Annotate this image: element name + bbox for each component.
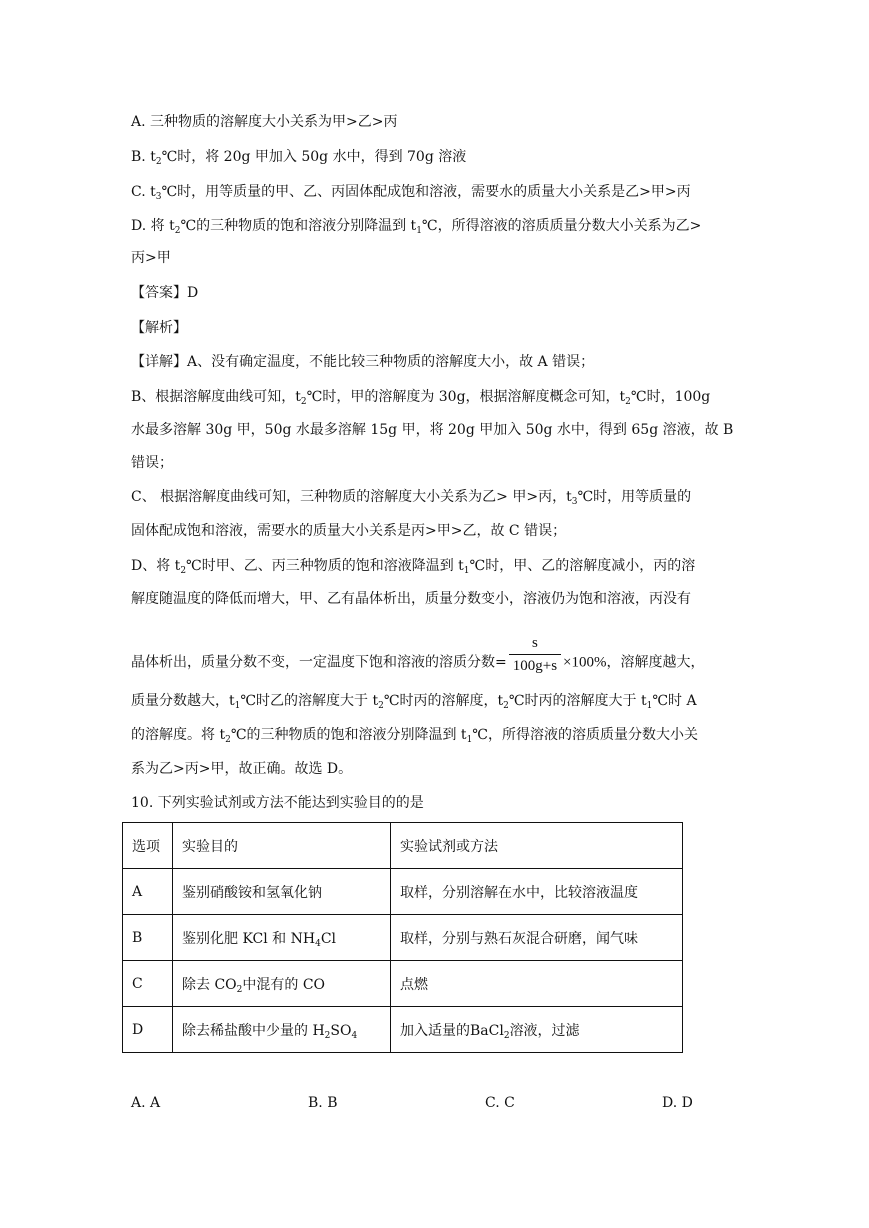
table-row xyxy=(123,869,683,915)
row-purpose: 鉴别硝酸铵和氢氧化钠 xyxy=(173,869,391,915)
text: 中混有的 CO xyxy=(242,976,326,993)
text: D. 将 t xyxy=(131,218,175,234)
text: 除去 CO xyxy=(182,976,237,993)
row-option: B xyxy=(123,915,173,961)
detail-d-line1 xyxy=(131,556,695,576)
fraction-denominator: 100g+s xyxy=(512,658,558,674)
detail-d-line5 xyxy=(131,725,698,745)
row-method xyxy=(391,1007,683,1053)
subscript: 1 xyxy=(466,735,473,745)
detail-d-line2: 解度随温度的降低而增大，甲、乙有晶体析出，质量分数变小，溶液仍为饱和溶液，丙没有 xyxy=(131,591,691,607)
text: 鉴别化肥 KCl 和 NH xyxy=(182,930,316,947)
subscript: 2 xyxy=(625,397,631,407)
text: B、根据溶解度曲线可知，t xyxy=(131,389,301,405)
text: A、没有确定温度，不能比较三种物质的溶解度大小，故 A 错误； xyxy=(187,354,595,370)
text: 质量分数越大，t xyxy=(131,693,235,709)
text: ℃，所得溶液的溶质质量分数大小关系为乙> xyxy=(421,218,702,234)
text: ℃时，甲的溶解度为 30g，根据溶解度概念可知，t xyxy=(306,389,626,405)
subscript: 3 xyxy=(571,497,578,507)
row-method: 取样，分别与熟石灰混合研磨，闻气味 xyxy=(391,915,683,961)
text: Cl xyxy=(320,930,337,947)
text: C. t xyxy=(131,184,156,200)
table-row xyxy=(123,1007,683,1053)
detail-tag: 【详解】 xyxy=(131,354,187,370)
answer-option-d[interactable]: D. D xyxy=(662,1095,693,1111)
fraction-numerator: s xyxy=(509,632,561,655)
subscript: 1 xyxy=(463,566,470,576)
subscript: 1 xyxy=(416,226,422,236)
row-purpose xyxy=(173,915,391,961)
header-purpose: 实验目的 xyxy=(173,823,391,869)
subscript: 2 xyxy=(324,1030,331,1041)
detail-d-line3 xyxy=(131,635,705,685)
detail-c-line2: 固体配成饱和溶液，需要水的质量大小关系是丙>甲>乙，故 C 错误； xyxy=(131,523,567,539)
analysis-heading: 【解析】 xyxy=(131,320,187,336)
experiment-table xyxy=(122,822,683,1053)
detail-b-line1 xyxy=(131,387,710,407)
detail-c-line1 xyxy=(131,487,691,507)
header-method: 实验试剂或方法 xyxy=(391,823,683,869)
option-c xyxy=(131,182,691,202)
answer-option-a[interactable]: A. A xyxy=(131,1095,161,1111)
detail-d-line6: 系为乙>丙>甲，故正确。故选 D。 xyxy=(131,761,353,777)
table-header-row xyxy=(123,823,683,869)
subscript: 2 xyxy=(180,566,187,576)
text: ℃时，用等质量的 xyxy=(577,489,692,505)
subscript: 2 xyxy=(225,735,231,745)
row-option: D xyxy=(123,1007,173,1053)
text: ℃时丙的溶解度，t xyxy=(383,693,504,709)
text: ℃时乙的溶解度大于 t xyxy=(240,693,379,709)
row-option: A xyxy=(123,869,173,915)
subscript: 2 xyxy=(503,1030,510,1041)
text: ℃时，将 20g 甲加入 50g 水中，得到 70g 溶液 xyxy=(161,149,467,165)
row-method: 取样，分别溶解在水中，比较溶液温度 xyxy=(391,869,683,915)
subscript: 2 xyxy=(236,984,243,995)
text: ℃时，100g xyxy=(630,389,711,405)
question-stem: 10. 下列实验试剂或方法不能达到实验目的的是 xyxy=(131,795,424,811)
text: C、 根据溶解度曲线可知，三种物质的溶解度大小关系为乙> 甲>丙，t xyxy=(131,489,572,505)
option-b xyxy=(131,147,466,167)
text: 加入适量的BaCl xyxy=(400,1022,504,1039)
option-d-continued: 丙>甲 xyxy=(131,250,171,266)
text: ℃时甲、乙、丙三种物质的饱和溶液降温到 t xyxy=(186,558,464,574)
text: D、将 t xyxy=(131,558,181,574)
subscript: 4 xyxy=(351,1030,358,1041)
text: ℃时，用等质量的甲、乙、丙固体配成饱和溶液，需要水的质量大小关系是乙>甲>丙 xyxy=(161,184,691,200)
row-purpose xyxy=(173,1007,391,1053)
text: 的溶解度。将 t xyxy=(131,727,226,743)
text: ℃的三种物质的饱和溶液分别降温到 t xyxy=(230,727,467,743)
table-row xyxy=(123,915,683,961)
subscript: 2 xyxy=(300,397,307,407)
text: ℃，所得溶液的溶质质量分数大小关 xyxy=(472,727,698,743)
subscript: 2 xyxy=(503,701,509,711)
option-d xyxy=(131,216,701,236)
solubility-fraction xyxy=(509,632,561,677)
subscript: 2 xyxy=(155,157,162,167)
text: ℃的三种物质的饱和溶液分别降温到 t xyxy=(180,218,417,234)
subscript: 3 xyxy=(155,192,162,202)
row-purpose xyxy=(173,961,391,1007)
subscript: 1 xyxy=(646,701,653,711)
answer-option-b[interactable]: B. B xyxy=(308,1095,338,1111)
detail-b-line2: 水最多溶解 30g 甲，50g 水最多溶解 15g 甲，将 20g 甲加入 50g 水中，得到 65g 溶液，故 B xyxy=(131,422,734,438)
answer-options xyxy=(0,1095,869,1115)
text: ℃时，甲、乙的溶解度减小，丙的溶 xyxy=(469,558,696,574)
text: ℃时丙的溶解度大于 t xyxy=(508,693,647,709)
subscript: 2 xyxy=(174,226,181,236)
text: 晶体析出，质量分数不变，一定温度下饱和溶液的溶质分数= xyxy=(131,654,507,671)
percent-factor: ×100% xyxy=(563,654,607,671)
option-a: A. 三种物质的溶解度大小关系为甲>乙>丙 xyxy=(131,114,398,130)
header-option: 选项 xyxy=(123,823,173,869)
answer-line: 【答案】D xyxy=(131,285,199,301)
answer-option-c[interactable]: C. C xyxy=(485,1095,515,1111)
text: SO xyxy=(330,1022,352,1039)
subscript: 4 xyxy=(315,938,321,949)
text: 溶液，过滤 xyxy=(509,1022,580,1039)
detail-b-line3: 错误； xyxy=(131,455,173,471)
text: B. t xyxy=(131,149,156,165)
text: 除去稀盐酸中少量的 H xyxy=(182,1022,325,1039)
row-method: 点燃 xyxy=(391,961,683,1007)
text: ，溶解度越大， xyxy=(606,654,705,671)
subscript: 2 xyxy=(378,701,384,711)
table-row xyxy=(123,961,683,1007)
text: ℃时 A xyxy=(652,693,697,709)
detail-d-line4 xyxy=(131,691,697,711)
row-option: C xyxy=(123,961,173,1007)
detail-a xyxy=(131,352,594,372)
subscript: 1 xyxy=(234,701,241,711)
